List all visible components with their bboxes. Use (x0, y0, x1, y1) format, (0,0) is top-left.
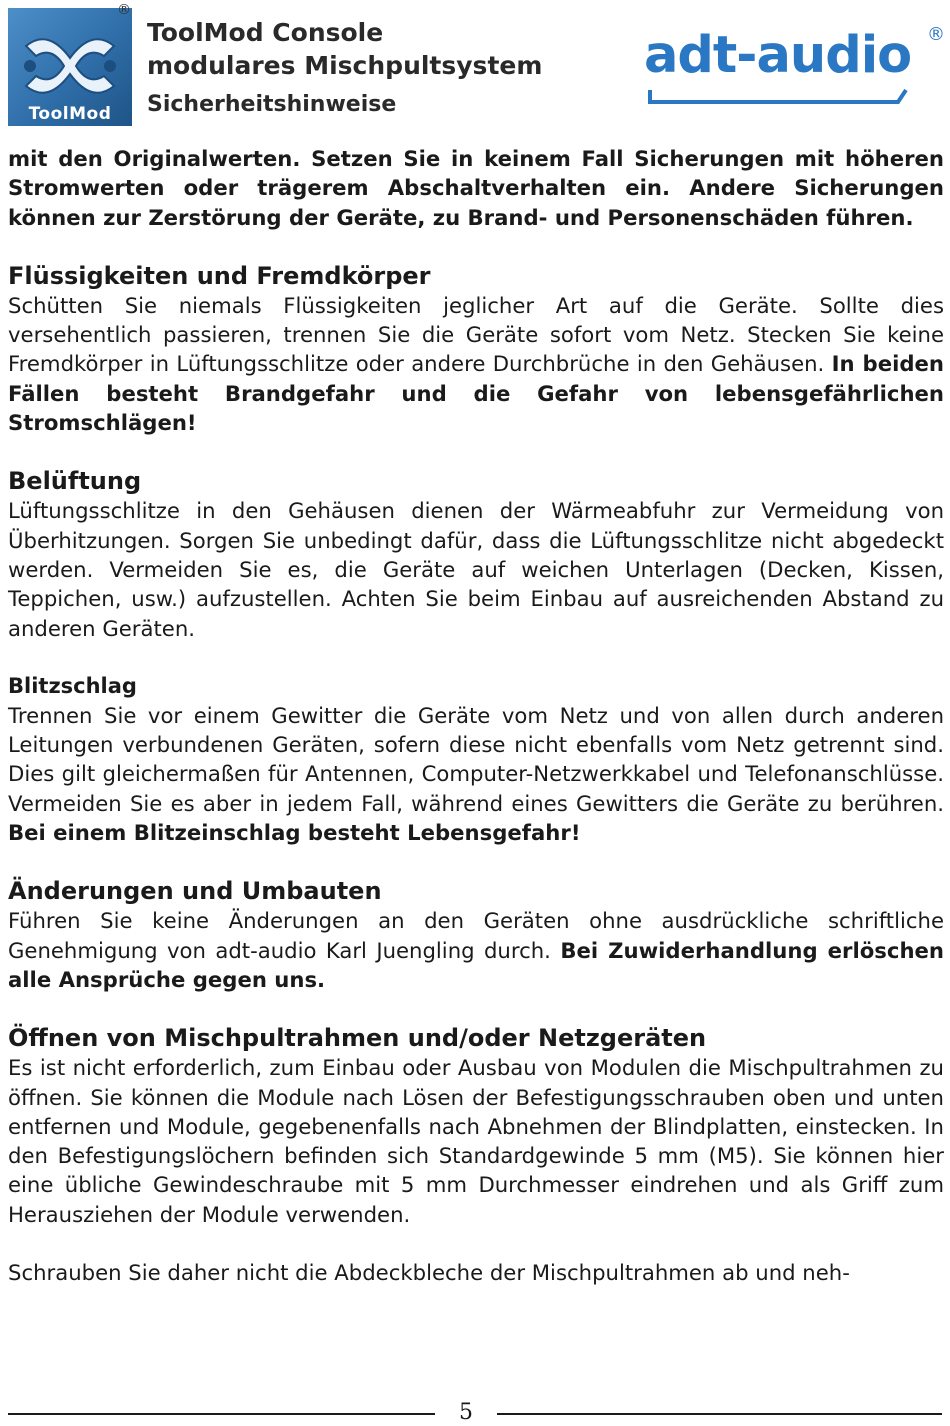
page-number: 5 (459, 1400, 473, 1425)
heading-fluessigkeiten: Flüssigkeiten und Fremdkörper (8, 261, 431, 290)
paragraph-oeffnen: Es ist nicht erforderlich, zum Einbau oder Ausbau von Modulen die Mischpultrahmen zu öffnen. Sie können die Module nach Lösen der Befestigungsschrauben oben und unten entfernen und Module, gegebenenfalls nach Abnehmen der Blindplatten, einstecken. In den Befestigungslöchern befinden sich Standardgewinde 5 mm (M5). Sie können hier eine übliche Gewindeschraube mit 5 mm Durchmesser eindrehen und als Griff zum Herausziehen der Module verwenden. (8, 1055, 944, 1227)
footer-rule-left (8, 1413, 435, 1415)
paragraph-aenderungen-text: Führen Sie keine Änderungen an den Geräten ohne ausdrückliche schriftliche Genehmigung von adt-audio Karl Juengling durch. (8, 908, 944, 963)
warning-blitzschlag: Bei einem Blitzeinschlag besteht Lebensgefahr! (8, 820, 581, 846)
heading-belueftung: Belüftung (8, 467, 142, 496)
heading-aenderungen: Änderungen und Umbauten (8, 877, 382, 906)
adt-audio-brand-text: adt-audio (644, 26, 912, 85)
paragraph-blitzschlag-text: Trennen Sie vor einem Gewitter die Geräte vom Netz und von allen durch anderen Leitungen verbundenen Geräten, sofern diese nicht ebenfalls vom Netz getrennt sind. Dies gilt gleichermaßen für Antennen, Computer-Netzwerkkabel und Telefonanschlüsse. Vermeiden Sie es aber in jedem Fall, während eines Gewitters die Geräte zu berühren. (8, 702, 944, 816)
toolmod-logo (8, 8, 132, 126)
section-subtitle: Sicherheitshinweise (147, 92, 397, 117)
paragraph-fluessigkeiten (8, 291, 944, 437)
paragraph-fluessigkeiten-text: Schütten Sie niemals Flüssigkeiten jeglicher Art auf die Geräte. Sollte dies versehentlich passieren, trennen Sie die Geräte sofort vom Netz. Stecken Sie keine Fremdkörper in Lüftungsschlitze oder andere Durchbrüche in den Gehäusen. (8, 292, 944, 377)
paragraph-belueftung: Lüftungsschlitze in den Gehäusen dienen der Wärmeabfuhr zur Vermeidung von Überhitzungen. Sorgen Sie unbedingt dafür, dass die Lüftungsschlitze nicht abgedeckt werden. Vermeiden Sie es, die Geräte auf weichen Unterlagen (Decken, Kissen, Teppichen, usw.) aufzustellen. Achten Sie beim Einbau auf ausreichenden Abstand zu anderen Geräten. (8, 498, 944, 641)
footer-rule-right (497, 1413, 942, 1415)
heading-blitzschlag: Blitzschlag (8, 673, 137, 698)
document-body (8, 144, 944, 1287)
page-footer (0, 1400, 950, 1426)
adt-registered-mark: ® (927, 24, 945, 45)
paragraph-oeffnen-continued: Schrauben Sie daher nicht die Abdeckbleche der Mischpultrahmen ab und neh- (8, 1260, 850, 1286)
document-subtitle-line: modulares Mischpultsystem (147, 51, 543, 80)
document-title: ToolMod Console (147, 18, 384, 47)
adt-underline-icon (648, 76, 918, 106)
paragraph-aenderungen (8, 906, 944, 994)
header-titles (147, 16, 542, 117)
toolmod-brand-text: ToolMod (28, 104, 112, 124)
adt-audio-logo (640, 24, 945, 106)
toolmod-registered-mark: ® (117, 2, 131, 18)
warning-fluessigkeiten: In beiden Fällen besteht Brandgefahr und die Gefahr von lebensgefährlichen Stromschlägen! (8, 351, 944, 436)
intro-paragraph: mit den Originalwerten. Setzen Sie in keinem Fall Sicherungen mit höheren Stromwerten oder trägerem Abschaltverhalten ein. Andere Sicherungen können zur Zerstörung der Geräte, zu Brand- und Personenschäden führen. (8, 146, 944, 230)
warning-aenderungen: Bei Zuwiderhandlung erlöschen alle Ansprüche gegen uns. (8, 937, 945, 992)
paragraph-blitzschlag (8, 701, 944, 847)
page-header (0, 0, 950, 140)
heading-oeffnen: Öffnen von Mischpultrahmen und/oder Netzgeräten (8, 1024, 707, 1053)
